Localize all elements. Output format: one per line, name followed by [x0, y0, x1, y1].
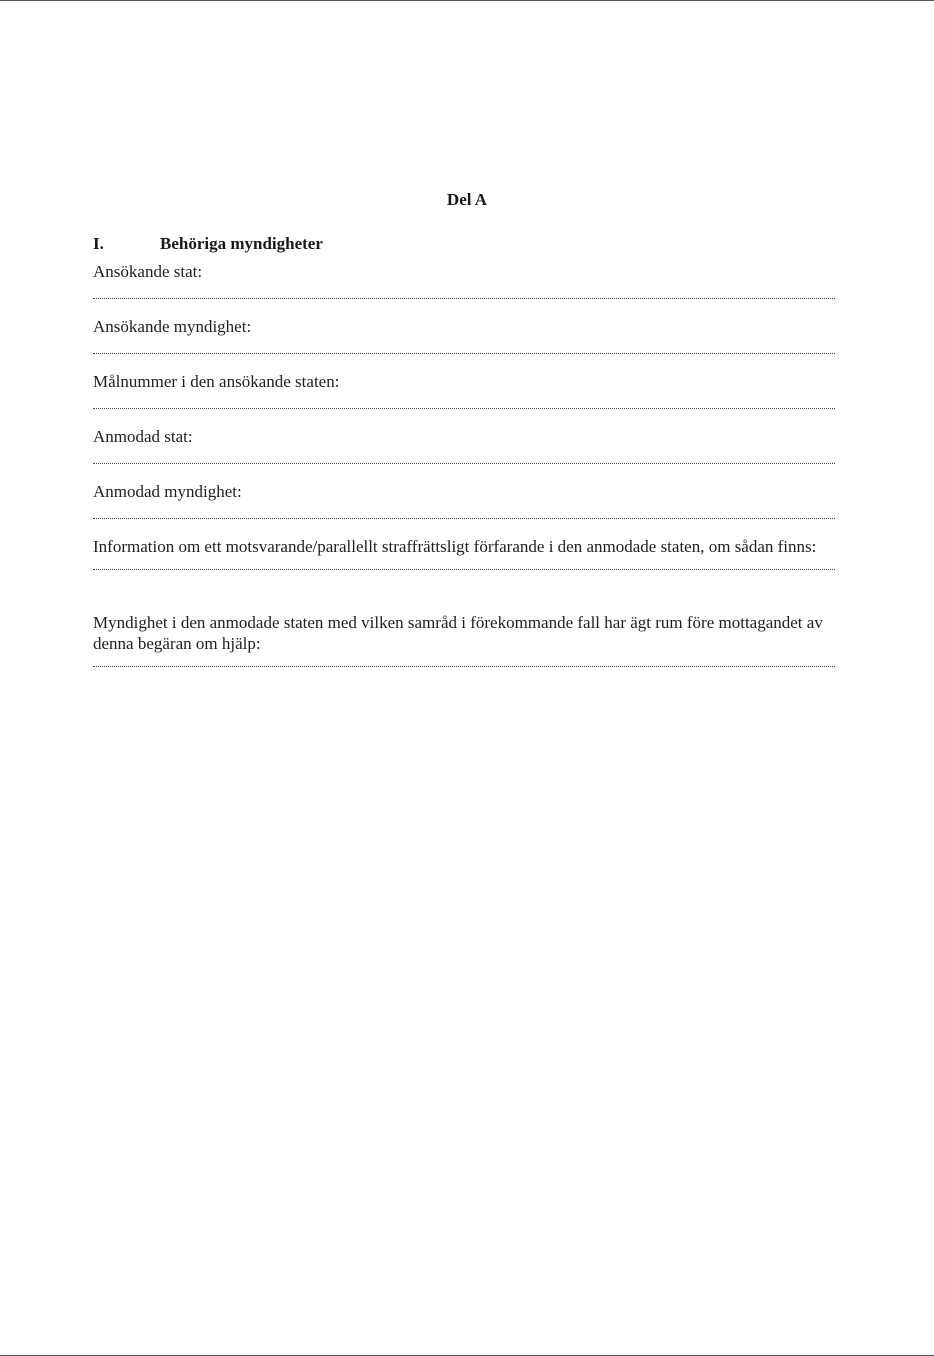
- fill-in-line[interactable]: [93, 463, 835, 464]
- section-title: Behöriga myndigheter: [160, 234, 323, 253]
- field-parallellt-forfarande: [93, 536, 835, 570]
- field-label: Anmodad stat:: [93, 427, 193, 446]
- part-title: Del A: [446, 190, 488, 209]
- fill-in-line[interactable]: [93, 666, 835, 667]
- field-label: Myndighet i den anmodade staten med vilken samråd i förekommande fall har ägt rum före mottagandet av denna begäran om hjälp:: [93, 613, 823, 653]
- field-samrad-myndighet: [93, 612, 835, 667]
- field-label: Anmodad myndighet:: [93, 482, 242, 501]
- fill-in-line[interactable]: [93, 353, 835, 354]
- field-ansokande-stat: [93, 261, 835, 299]
- field-label: Ansökande stat:: [93, 262, 203, 281]
- field-anmodad-stat: [93, 426, 835, 464]
- field-anmodad-myndighet: [93, 481, 835, 519]
- section-number: I.: [93, 234, 104, 253]
- field-label: Ansökande myndighet:: [93, 317, 252, 336]
- fill-in-line[interactable]: [93, 298, 835, 299]
- fill-in-line[interactable]: [93, 518, 835, 519]
- fill-in-line[interactable]: [93, 408, 835, 409]
- field-ansokande-myndighet: [93, 316, 835, 354]
- field-label: Information om ett motsvarande/parallellt straffrättsligt förfarande i den anmodade staten, om sådan finns:: [93, 537, 817, 556]
- field-malnummer: [93, 371, 835, 409]
- fill-in-line[interactable]: [93, 569, 835, 570]
- section-heading: [93, 233, 323, 255]
- field-label: Målnummer i den ansökande staten:: [93, 372, 340, 391]
